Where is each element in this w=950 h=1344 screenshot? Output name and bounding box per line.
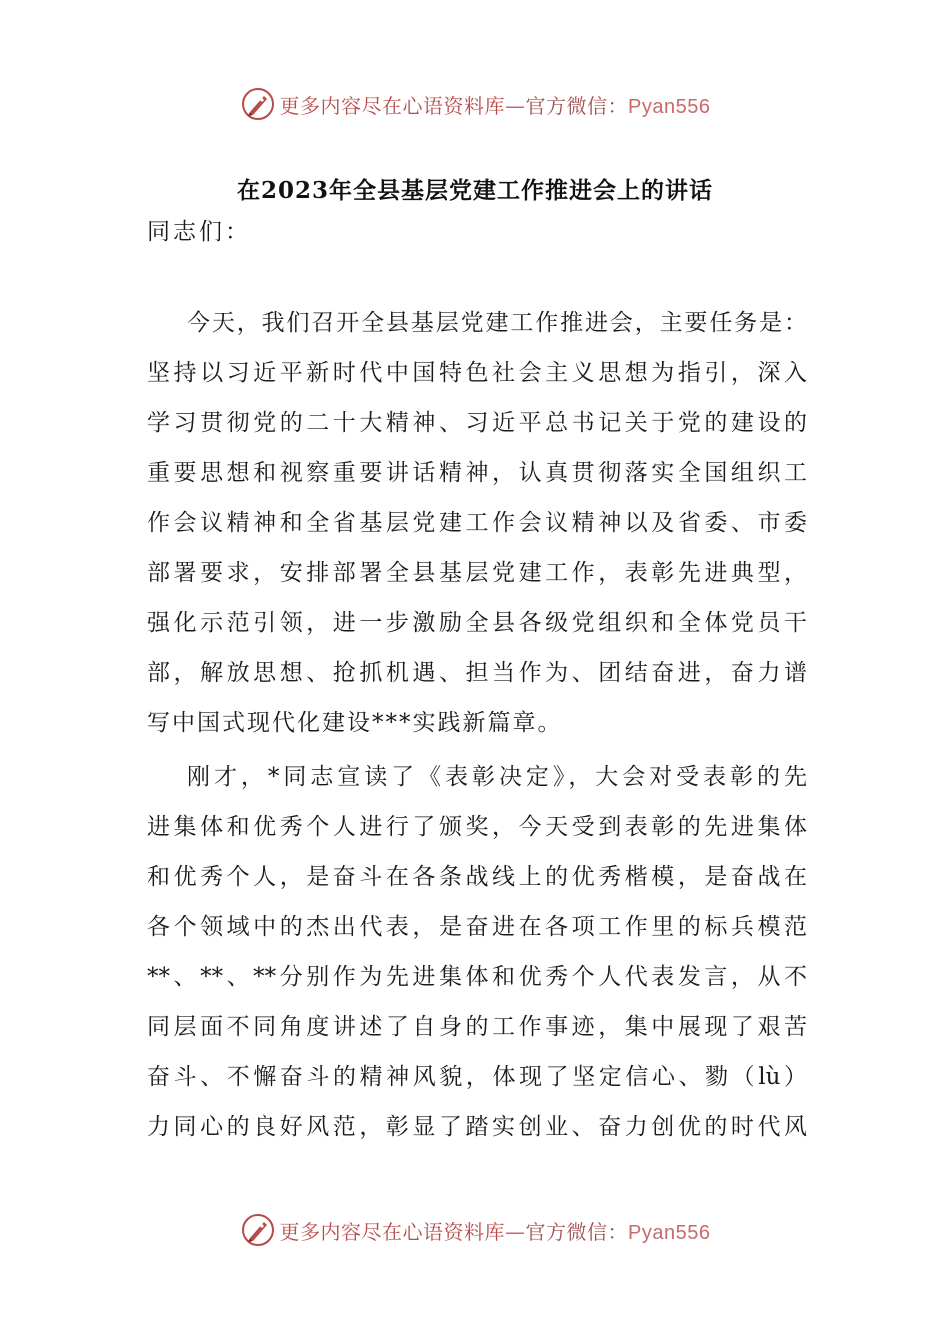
paragraph-line: 强化示范引领，进一步激励全县各级党组织和全体党员干	[147, 610, 807, 636]
banner-dash: —	[505, 93, 526, 118]
banner-text	[280, 90, 711, 119]
paragraph-line: 部，解放思想、抢抓机遇、担当作为、团结奋进，奋力谱	[147, 660, 807, 686]
banner-library-name: 更多内容尽在心语资料库	[279, 1219, 506, 1244]
paragraph-line: 部署要求，安排部署全县基层党建工作，表彰先进典型，	[147, 560, 807, 586]
paragraph-line: 同层面不同角度讲述了自身的工作事迹，集中展现了艰苦	[147, 1014, 807, 1040]
paragraph-line: 各个领域中的杰出代表，是奋进在各项工作里的标兵模范	[147, 914, 807, 940]
banner-dash: —	[505, 1219, 526, 1244]
paragraph-1	[147, 298, 807, 748]
banner-wechat-label: 官方微信：	[525, 1219, 629, 1244]
paragraph-2	[147, 752, 807, 1152]
paragraph-line: 进集体和优秀个人进行了颁奖，今天受到表彰的先进集体	[147, 814, 807, 840]
banner-wechat-id: Pyan556	[628, 1221, 711, 1244]
paragraph-line: **、**、**分别作为先进集体和优秀个人代表发言，从不	[147, 964, 807, 990]
document-title: 在2023年全县基层党建工作推进会上的讲话	[236, 177, 713, 204]
banner-wechat-id: Pyan556	[628, 95, 711, 118]
pen-nib-logo-icon	[240, 86, 276, 122]
footer-banner	[0, 1210, 950, 1250]
paragraph-line: 坚持以习近平新时代中国特色社会主义思想为指引，深入	[147, 360, 807, 386]
paragraph-line: 学习贯彻党的二十大精神、习近平总书记关于党的建设的	[147, 410, 807, 436]
paragraph-line: 刚才，*同志宣读了《表彰决定》，大会对受表彰的先	[187, 764, 807, 790]
salutation: 同志们：	[147, 219, 251, 245]
paragraph-line: 今天，我们召开全县基层党建工作推进会，主要任务是：	[187, 310, 807, 336]
header-banner	[0, 84, 950, 124]
paragraph-line: 力同心的良好风范，彰显了踏实创业、奋力创优的时代风	[147, 1114, 807, 1140]
paragraph-line: 奋斗、不懈奋斗的精神风貌，体现了坚定信心、勠（lù）	[147, 1064, 807, 1090]
paragraph-line: 重要思想和视察重要讲话精神，认真贯彻落实全国组织工	[147, 460, 807, 486]
paragraph-line: 作会议精神和全省基层党建工作会议精神以及省委、市委	[147, 510, 807, 536]
pen-nib-logo-icon	[240, 1212, 276, 1248]
paragraph-line: 和优秀个人，是奋斗在各条战线上的优秀楷模，是奋战在	[147, 864, 807, 890]
banner-wechat-label: 官方微信：	[525, 93, 629, 118]
banner-text	[280, 1216, 711, 1245]
paragraph-line: 写中国式现代化建设***实践新篇章。	[147, 710, 563, 736]
banner-library-name: 更多内容尽在心语资料库	[279, 93, 506, 118]
